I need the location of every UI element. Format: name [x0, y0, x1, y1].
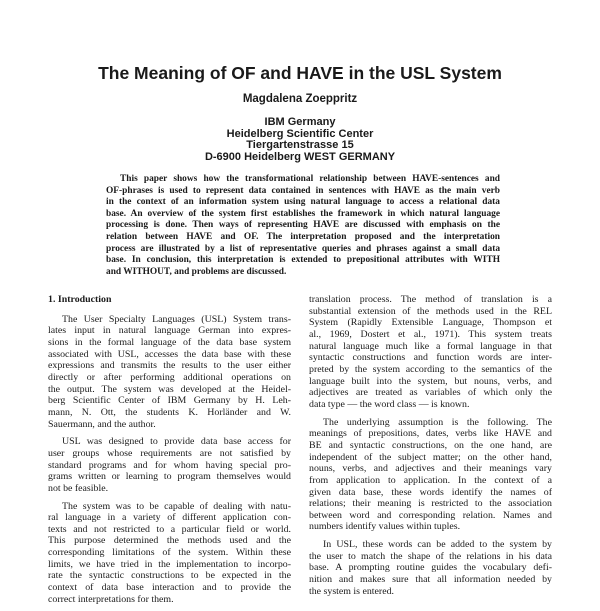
text-line: syntactic constructions and function words are inter- — [309, 352, 552, 364]
text-line: independent of the subject matter; on the other hand, — [309, 451, 552, 463]
text-line: the output. The system was developed at the Heidel- — [48, 383, 291, 395]
paper-title: The Meaning of OF and HAVE in the USL System — [98, 63, 502, 83]
text-line: correct interpretations for them. — [48, 593, 174, 605]
text-line: context of data base interaction and to provide the — [48, 582, 291, 594]
text-line: substantial extension of the methods used in the REL — [309, 305, 552, 317]
left-column — [48, 294, 291, 611]
text-line: grams written or learning to program themselves would — [48, 471, 291, 483]
affiliation-line: D-6900 Heidelberg WEST GERMANY — [204, 150, 396, 163]
text-line: associated with USL, accesses the data base with these — [48, 348, 291, 360]
text-line: ral language in a variety of different application con- — [48, 512, 291, 524]
text-line: from application to application. In the context of a — [309, 474, 552, 486]
right-column — [309, 294, 552, 603]
abstract-line: base. In conclusion, this interpretation is extended to prepositional attributes with WITH — [106, 255, 500, 266]
paragraph — [309, 539, 552, 597]
text-line: the user to match the shape of the relations in his data — [309, 550, 552, 562]
text-line: mann, N. Ott, the students K. Horländer and W. — [48, 406, 291, 418]
text-line: al., 1969, Dostert et al., 1971). This system treats — [309, 328, 552, 340]
abstract-line: processing is done. Then ways of representing HAVE are discussed with emphasis on the — [106, 220, 500, 231]
text-line: preted by the system according to the semantics of the — [309, 363, 552, 375]
text-line: given data base, these words identify the names of — [309, 486, 552, 498]
text-line: base. A prompting routine guides the vocabulary defi- — [309, 562, 552, 574]
text-line: language built into the system, but nouns, verbs, and — [309, 375, 552, 387]
text-line: lates input in natural language German into expres- — [48, 325, 291, 337]
text-line: In USL, these words can be added to the system by — [323, 539, 552, 551]
text-line: System (Rapidly Extensible Language, Thompson et — [309, 317, 552, 329]
text-line: meanings of prepositions, dates, verbs like HAVE and — [309, 428, 552, 440]
text-line: texts and not restricted to a particular field or world. — [48, 523, 291, 535]
text-line: corresponding limitations of the system. Within these — [48, 547, 291, 559]
text-line: translation process. The method of translation is a — [309, 294, 552, 305]
text-line: relations; their meaning is restricted to the association — [309, 498, 552, 510]
affiliation-line: IBM Germany — [264, 116, 336, 128]
abstract — [106, 174, 500, 278]
text-line: This purpose determined the methods used and the — [48, 535, 291, 547]
text-line: the system is entered. — [309, 585, 395, 597]
abstract-line: base. An overview of the system first establishes the framework in which natural language — [106, 208, 500, 219]
text-line: natural language much like a formal language in that — [309, 340, 552, 352]
text-line: BE and syntactic constructions, on the one hand, are — [309, 439, 552, 451]
paragraph — [48, 501, 291, 606]
author-name: Magdalena Zoeppritz — [242, 93, 358, 105]
text-line: berg Scientific Center of IBM Germany by H. Leh- — [48, 395, 291, 407]
text-line: The system was to be capable of dealing with natu- — [62, 500, 291, 512]
text-line: The User Specialty Languages (USL) System trans- — [62, 313, 291, 325]
text-line: between word and corresponding relation. Names and — [309, 509, 552, 521]
text-line: nouns, verbs, and adjectives and their meanings vary — [309, 463, 552, 475]
text-line: nition and makes sure that all information needed by — [309, 574, 552, 586]
affiliation-line: Heidelberg Scientific Center — [226, 127, 374, 140]
abstract-line: OF-phrases is used to represent data contained in sentences with HAVE as the main verb — [106, 185, 500, 196]
text-line: USL was designed to provide data base access for — [62, 436, 291, 448]
text-line: directly or after performing additional operations on — [48, 371, 291, 383]
abstract-line: This paper shows how the transformational relationship between HAVE-sentences and — [120, 174, 500, 184]
text-line: Sauermann, and the author. — [48, 418, 156, 430]
abstract-line: process are illustrated by a list of representative queries and phrases against a small data — [106, 243, 500, 254]
text-line: user groups whose requirements are not satisfied by — [48, 447, 291, 459]
text-line: not be feasible. — [48, 482, 109, 494]
paragraph — [48, 314, 291, 431]
abstract-line: in the context of an information system using natural language to access a relational data — [106, 197, 500, 208]
abstract-line: and WITHOUT, and problems are discussed. — [106, 266, 287, 277]
paragraph — [48, 436, 291, 494]
text-line: limits, we have tried in the implementation to incorpo- — [48, 558, 291, 570]
text-line: expressions and transmits the results to the user either — [48, 360, 291, 372]
affiliation — [0, 117, 600, 163]
paragraph — [309, 417, 552, 534]
text-line: The underlying assumption is the following. The — [323, 416, 552, 428]
abstract-line: relation between HAVE and OF. The interpretation proposed and the interpretation — [106, 231, 500, 242]
text-line: numbers identify values within tuples. — [309, 521, 461, 533]
text-line: data type — the word class — is known. — [309, 398, 470, 410]
text-line: standard programs and for whom having special pro- — [48, 459, 291, 471]
text-line: adjectives are treated as variables of which only the — [309, 387, 552, 399]
text-line: rate the syntactic constructions to be expected in the — [48, 570, 291, 582]
text-line: sions in the formal language of the data base system — [48, 336, 291, 348]
paragraph — [309, 294, 552, 411]
affiliation-line: Tiergartenstrasse 15 — [246, 139, 354, 152]
section-heading: 1. Introduction — [48, 294, 112, 305]
